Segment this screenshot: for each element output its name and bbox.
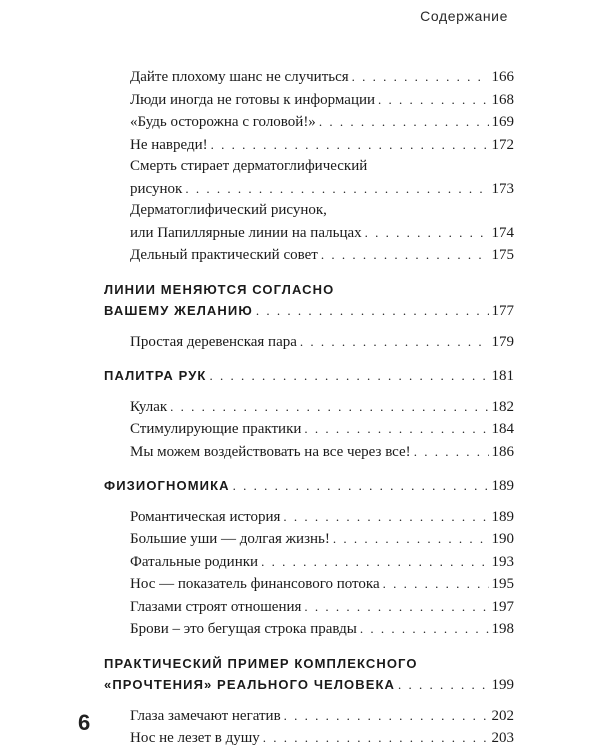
leader-dots bbox=[300, 331, 489, 353]
toc-entry-page: 198 bbox=[491, 621, 514, 637]
section-title-line1: ПРАКТИЧЕСКИЙ ПРИМЕР КОМПЛЕКСНОГО bbox=[104, 655, 418, 671]
leader-dots bbox=[378, 89, 488, 111]
toc-entry-title: Дельный практический совет bbox=[130, 247, 318, 263]
toc-entry[interactable] bbox=[104, 705, 514, 728]
toc-entry-title: Нос — показатель финансового потока bbox=[130, 576, 380, 592]
toc-entry-page: 193 bbox=[491, 553, 514, 570]
leader-dots bbox=[261, 551, 488, 573]
section-page: 177 bbox=[491, 303, 514, 319]
section-title: ПАЛИТРА РУК bbox=[104, 368, 207, 383]
leader-dots bbox=[283, 506, 488, 528]
toc-entry[interactable] bbox=[104, 111, 514, 134]
toc-entry[interactable] bbox=[104, 66, 514, 89]
toc-entry[interactable] bbox=[104, 506, 514, 529]
toc-entry-page: 184 bbox=[491, 421, 514, 437]
toc-entry-page: 172 bbox=[491, 136, 514, 153]
toc-entry-page: 189 bbox=[491, 508, 514, 525]
toc-entry-page: 166 bbox=[491, 69, 514, 85]
leader-dots bbox=[304, 418, 488, 440]
leader-dots bbox=[360, 618, 489, 640]
toc-entry-title: Кулак bbox=[130, 398, 168, 415]
leader-dots bbox=[398, 674, 488, 696]
section-page: 189 bbox=[491, 478, 514, 494]
running-head-title: Содержание bbox=[420, 8, 508, 24]
leader-dots bbox=[170, 396, 488, 418]
leader-dots bbox=[233, 475, 489, 497]
leader-dots bbox=[209, 365, 488, 387]
toc-entry-page: 175 bbox=[491, 247, 514, 263]
toc-section-heading[interactable] bbox=[104, 475, 514, 498]
leader-dots bbox=[284, 705, 489, 727]
toc-entry-title: Люди иногда не готовы к информации bbox=[130, 91, 376, 108]
page-number: 6 bbox=[78, 710, 91, 735]
toc-section-heading[interactable] bbox=[104, 279, 514, 323]
leader-dots bbox=[333, 528, 489, 550]
toc-entry-title: Фатальные родинки bbox=[130, 553, 259, 570]
leader-dots bbox=[319, 111, 489, 133]
section-page: 199 bbox=[491, 677, 514, 693]
toc-entry-page: 190 bbox=[491, 531, 514, 547]
leader-dots bbox=[211, 134, 489, 156]
toc-entry-title: или Папиллярные линии на пальцах bbox=[130, 224, 362, 241]
toc-entry-page: 169 bbox=[491, 114, 514, 130]
toc-entry[interactable] bbox=[104, 156, 514, 200]
toc-entry[interactable] bbox=[104, 396, 514, 419]
section-title: ФИЗИОГНОМИКА bbox=[104, 478, 230, 493]
leader-dots bbox=[352, 66, 489, 88]
toc-entry[interactable] bbox=[104, 573, 514, 596]
toc-entry-title: рисунок bbox=[130, 180, 183, 197]
toc-entry-page: 197 bbox=[491, 598, 514, 615]
toc-entry[interactable] bbox=[104, 596, 514, 619]
toc-entry[interactable] bbox=[104, 551, 514, 574]
toc-entry[interactable] bbox=[104, 727, 514, 750]
toc-entry[interactable] bbox=[104, 89, 514, 112]
leader-dots bbox=[256, 300, 489, 322]
toc-section-heading[interactable] bbox=[104, 653, 514, 697]
toc-entry[interactable] bbox=[104, 528, 514, 551]
toc-entry[interactable] bbox=[104, 134, 514, 157]
toc-entry-page: 168 bbox=[491, 91, 514, 108]
toc-entry[interactable] bbox=[104, 244, 514, 267]
leader-dots bbox=[304, 596, 488, 618]
toc-entry[interactable] bbox=[104, 618, 514, 641]
toc-entry[interactable] bbox=[104, 418, 514, 441]
toc-entry-title: Не навреди! bbox=[130, 136, 208, 153]
leader-dots bbox=[321, 244, 489, 266]
leader-dots bbox=[263, 727, 489, 749]
toc-entry-title: Глаза замечают негатив bbox=[130, 707, 281, 724]
toc-entry-title: Простая деревенская пара bbox=[130, 333, 297, 350]
toc-entry-page: 182 bbox=[491, 398, 514, 415]
leader-dots bbox=[383, 573, 489, 595]
toc-entry-title: Дайте плохому шанс не случиться bbox=[130, 69, 349, 85]
toc-entry-title: Мы можем воздействовать на все через все! bbox=[130, 443, 411, 460]
section-title: ВАШЕМУ ЖЕЛАНИЮ bbox=[104, 303, 253, 318]
toc-entry-title: Глазами строят отношения bbox=[130, 598, 302, 615]
toc-entry-title: Стимулирующие практики bbox=[130, 421, 302, 437]
toc-entry-page: 173 bbox=[491, 180, 514, 197]
toc-entry[interactable] bbox=[104, 331, 514, 354]
toc-entry[interactable] bbox=[104, 200, 514, 244]
toc-entry[interactable] bbox=[104, 441, 514, 464]
toc-entry-title: «Будь осторожна с головой!» bbox=[130, 114, 316, 130]
toc-entry-title-line1: Смерть стирает дерматоглифический bbox=[130, 158, 368, 174]
toc-entry-page: 202 bbox=[491, 707, 514, 724]
leader-dots bbox=[185, 178, 488, 200]
table-of-contents bbox=[104, 66, 514, 750]
leader-dots bbox=[414, 441, 489, 463]
toc-entry-title: Брови – это бегущая строка правды bbox=[130, 621, 357, 637]
toc-entry-title-line1: Дерматоглифический рисунок, bbox=[130, 202, 327, 218]
leader-dots bbox=[365, 222, 489, 244]
section-title: «ПРОЧТЕНИЯ» РЕАЛЬНОГО ЧЕЛОВЕКА bbox=[104, 677, 396, 692]
toc-entry-page: 195 bbox=[491, 576, 514, 592]
toc-entry-page: 179 bbox=[491, 333, 514, 350]
section-title-line1: ЛИНИИ МЕНЯЮТСЯ СОГЛАСНО bbox=[104, 281, 335, 297]
toc-entry-page: 203 bbox=[491, 730, 514, 746]
section-page: 181 bbox=[491, 368, 514, 384]
toc-section-heading[interactable] bbox=[104, 365, 514, 388]
toc-entry-title: Нос не лезет в душу bbox=[130, 730, 260, 746]
toc-entry-page: 174 bbox=[491, 224, 514, 241]
toc-entry-page: 186 bbox=[491, 443, 514, 460]
toc-entry-title: Большие уши — долгая жизнь! bbox=[130, 531, 330, 547]
toc-entry-title: Романтическая история bbox=[130, 508, 281, 525]
